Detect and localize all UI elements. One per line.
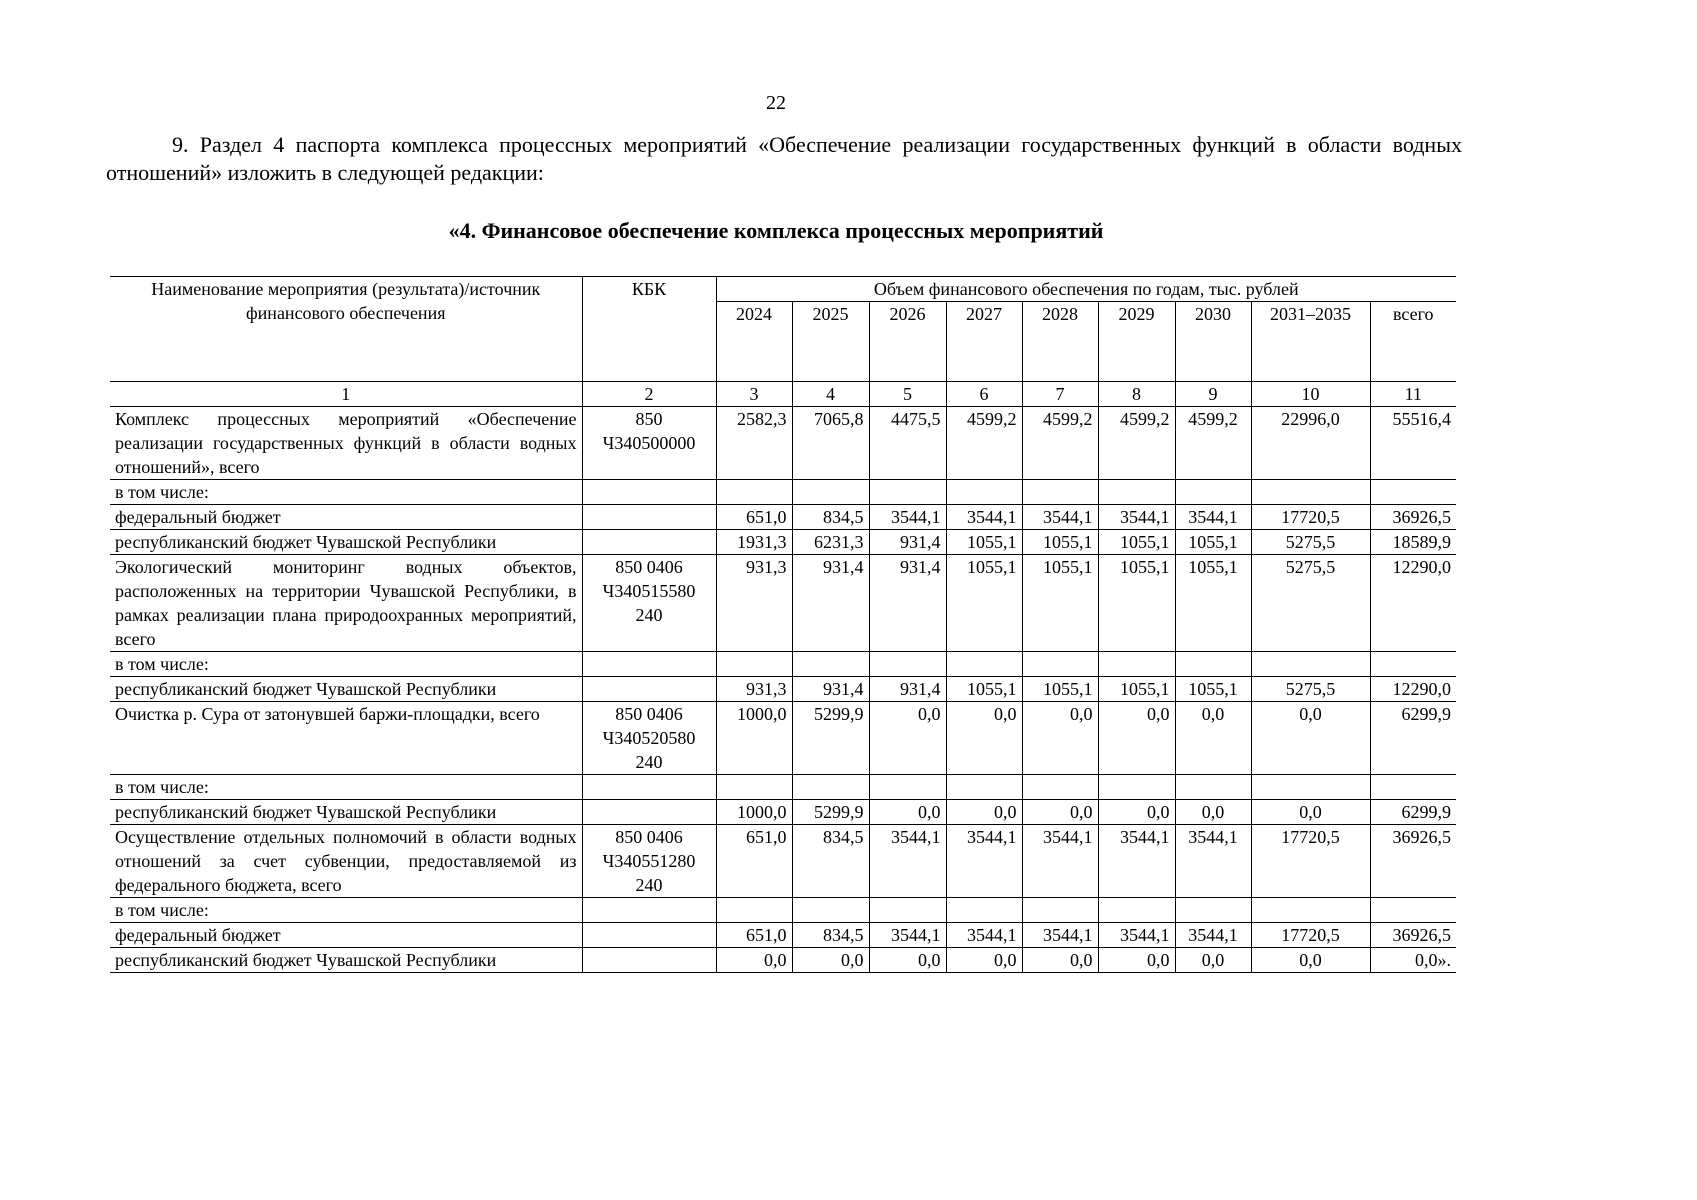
- table-row: [110, 948, 1456, 973]
- header-year: 2028: [1022, 302, 1098, 382]
- row-value: 17720,5: [1251, 825, 1370, 898]
- header-year: 2029: [1098, 302, 1175, 382]
- header-year: 2025: [792, 302, 869, 382]
- row-value: 7065,8: [792, 407, 869, 480]
- row-value: [792, 898, 869, 923]
- column-number: 10: [1251, 382, 1370, 407]
- table-body: [110, 277, 1456, 973]
- row-value: 3544,1: [869, 923, 946, 948]
- row-value: 0,0: [716, 948, 792, 973]
- column-number: 6: [946, 382, 1022, 407]
- row-value: [1251, 480, 1370, 505]
- row-value: [1370, 775, 1456, 800]
- row-value: 36926,5: [1370, 505, 1456, 530]
- row-value: [1022, 652, 1098, 677]
- row-value: 0,0: [1175, 702, 1251, 775]
- row-value: 1055,1: [1098, 555, 1175, 652]
- column-number: 11: [1370, 382, 1456, 407]
- row-value: 0,0: [869, 800, 946, 825]
- row-value: [1251, 652, 1370, 677]
- row-value: 0,0: [1098, 702, 1175, 775]
- table-row: [110, 555, 1456, 652]
- row-value: 22996,0: [1251, 407, 1370, 480]
- row-name: Экологический мониторинг водных объектов, расположенных на территории Чувашской Республики, в рамках реализации плана природоохранных мероприятий, всего: [110, 555, 582, 652]
- table-row: [110, 923, 1456, 948]
- row-kbk: 850 0406 Ч340520580 240: [582, 702, 716, 775]
- row-value: 0,0: [1251, 702, 1370, 775]
- column-number: 8: [1098, 382, 1175, 407]
- row-value: 6299,9: [1370, 800, 1456, 825]
- row-kbk: [582, 923, 716, 948]
- row-value: 5275,5: [1251, 555, 1370, 652]
- row-name: в том числе:: [110, 775, 582, 800]
- row-name: республиканский бюджет Чувашской Республики: [110, 800, 582, 825]
- row-value: 1000,0: [716, 702, 792, 775]
- row-value: 1055,1: [1098, 530, 1175, 555]
- section-title: «4. Финансовое обеспечение комплекса процессных мероприятий: [448, 218, 1104, 243]
- row-value: 5275,5: [1251, 677, 1370, 702]
- row-kbk: [582, 652, 716, 677]
- row-value: [792, 775, 869, 800]
- table-row: [110, 530, 1456, 555]
- row-value: 0,0: [1098, 800, 1175, 825]
- header-year: всего: [1370, 302, 1456, 382]
- table-row: [110, 677, 1456, 702]
- row-value: 931,4: [869, 530, 946, 555]
- column-numbers-row: [110, 382, 1456, 407]
- row-value: [1098, 652, 1175, 677]
- row-value: 3544,1: [946, 825, 1022, 898]
- row-value: 4599,2: [1022, 407, 1098, 480]
- row-value: [1022, 898, 1098, 923]
- row-value: 1055,1: [1022, 530, 1098, 555]
- financing-table: [110, 276, 1456, 973]
- row-value: 6231,3: [792, 530, 869, 555]
- row-value: 0,0: [1251, 948, 1370, 973]
- row-value: 36926,5: [1370, 923, 1456, 948]
- row-value: 0,0: [1022, 948, 1098, 973]
- row-value: [716, 480, 792, 505]
- row-value: 834,5: [792, 505, 869, 530]
- row-value: [946, 898, 1022, 923]
- row-value: 3544,1: [1175, 825, 1251, 898]
- row-value: 0,0: [869, 702, 946, 775]
- page-number: 22: [766, 92, 786, 114]
- row-value: [869, 775, 946, 800]
- row-value: [1251, 775, 1370, 800]
- table-row: [110, 505, 1456, 530]
- row-value: [1175, 480, 1251, 505]
- column-number: 3: [716, 382, 792, 407]
- row-value: 4475,5: [869, 407, 946, 480]
- header-name: Наименование мероприятия (результата)/источник финансового обеспечения: [110, 277, 582, 382]
- row-value: 17720,5: [1251, 923, 1370, 948]
- row-value: 12290,0: [1370, 555, 1456, 652]
- row-value: [1175, 775, 1251, 800]
- row-value: [716, 898, 792, 923]
- row-value: 1055,1: [1175, 530, 1251, 555]
- row-value: [716, 775, 792, 800]
- table-row: [110, 480, 1456, 505]
- row-value: [1175, 898, 1251, 923]
- row-value: 931,4: [792, 677, 869, 702]
- row-value: [1098, 480, 1175, 505]
- table-row: [110, 800, 1456, 825]
- row-name: Комплекс процессных мероприятий «Обеспечение реализации государственных функций в области водных отношений», всего: [110, 407, 582, 480]
- header-row: [110, 277, 1456, 302]
- row-value: [792, 480, 869, 505]
- row-value: [1251, 898, 1370, 923]
- row-kbk: 850 0406 Ч340551280 240: [582, 825, 716, 898]
- row-value: 3544,1: [1098, 825, 1175, 898]
- row-value: [1370, 898, 1456, 923]
- row-value: 18589,9: [1370, 530, 1456, 555]
- row-value: 931,4: [792, 555, 869, 652]
- column-number: 4: [792, 382, 869, 407]
- row-value: 36926,5: [1370, 825, 1456, 898]
- row-value: [1098, 775, 1175, 800]
- table-row: [110, 775, 1456, 800]
- row-name: в том числе:: [110, 652, 582, 677]
- row-value: 834,5: [792, 825, 869, 898]
- row-value: 0,0: [1175, 948, 1251, 973]
- row-kbk: 850 0406 Ч340515580 240: [582, 555, 716, 652]
- column-number: 7: [1022, 382, 1098, 407]
- row-name: республиканский бюджет Чувашской Республики: [110, 948, 582, 973]
- row-value: [1370, 480, 1456, 505]
- column-number: 5: [869, 382, 946, 407]
- row-value: 931,3: [716, 555, 792, 652]
- row-value: 931,3: [716, 677, 792, 702]
- table-row: [110, 825, 1456, 898]
- row-value: [946, 652, 1022, 677]
- row-value: 1055,1: [946, 530, 1022, 555]
- row-value: 0,0: [869, 948, 946, 973]
- header-year: 2026: [869, 302, 946, 382]
- row-value: 5275,5: [1251, 530, 1370, 555]
- table-row: [110, 702, 1456, 775]
- row-value: 0,0».: [1370, 948, 1456, 973]
- row-value: 651,0: [716, 505, 792, 530]
- row-value: [946, 480, 1022, 505]
- row-value: 1055,1: [946, 677, 1022, 702]
- row-name: в том числе:: [110, 480, 582, 505]
- row-kbk: [582, 505, 716, 530]
- column-number: 2: [582, 382, 716, 407]
- row-value: [946, 775, 1022, 800]
- row-value: 1055,1: [1022, 555, 1098, 652]
- row-kbk: 850 Ч340500000: [582, 407, 716, 480]
- row-value: [1175, 652, 1251, 677]
- row-value: [1022, 775, 1098, 800]
- row-value: [1098, 898, 1175, 923]
- row-value: 0,0: [1022, 702, 1098, 775]
- header-year: 2027: [946, 302, 1022, 382]
- row-value: 4599,2: [1098, 407, 1175, 480]
- row-value: 5299,9: [792, 800, 869, 825]
- row-value: 1000,0: [716, 800, 792, 825]
- table-row: [110, 898, 1456, 923]
- row-value: 651,0: [716, 825, 792, 898]
- row-value: [869, 652, 946, 677]
- column-number: 1: [110, 382, 582, 407]
- row-value: 3544,1: [1098, 923, 1175, 948]
- row-value: 931,4: [869, 555, 946, 652]
- row-value: 0,0: [1022, 800, 1098, 825]
- row-value: 1055,1: [946, 555, 1022, 652]
- row-value: [1022, 480, 1098, 505]
- row-value: 12290,0: [1370, 677, 1456, 702]
- row-value: 0,0: [946, 800, 1022, 825]
- row-value: 0,0: [1098, 948, 1175, 973]
- row-value: 55516,4: [1370, 407, 1456, 480]
- row-value: [1370, 652, 1456, 677]
- row-kbk: [582, 480, 716, 505]
- row-value: 3544,1: [869, 825, 946, 898]
- row-value: 3544,1: [946, 923, 1022, 948]
- row-value: 0,0: [946, 948, 1022, 973]
- row-value: 3544,1: [1098, 505, 1175, 530]
- row-value: 3544,1: [869, 505, 946, 530]
- row-value: 3544,1: [1175, 505, 1251, 530]
- row-value: 834,5: [792, 923, 869, 948]
- row-value: 5299,9: [792, 702, 869, 775]
- header-year: 2024: [716, 302, 792, 382]
- row-value: 1055,1: [1098, 677, 1175, 702]
- intro-paragraph: 9. Раздел 4 паспорта комплекса процессных мероприятий «Обеспечение реализации государственных функций в области водных отношений» изложить в следующей редакции:: [106, 132, 1462, 185]
- row-value: 4599,2: [946, 407, 1022, 480]
- row-name: федеральный бюджет: [110, 505, 582, 530]
- table-row: [110, 652, 1456, 677]
- row-value: 1931,3: [716, 530, 792, 555]
- row-value: 1055,1: [1022, 677, 1098, 702]
- row-name: республиканский бюджет Чувашской Республики: [110, 530, 582, 555]
- row-kbk: [582, 775, 716, 800]
- row-kbk: [582, 530, 716, 555]
- row-value: 1055,1: [1175, 677, 1251, 702]
- row-value: 0,0: [1175, 800, 1251, 825]
- row-value: 4599,2: [1175, 407, 1251, 480]
- row-value: 3544,1: [1022, 505, 1098, 530]
- row-name: Осуществление отдельных полномочий в области водных отношений за счет субвенции, предоставляемой из федерального бюджета, всего: [110, 825, 582, 898]
- row-kbk: [582, 677, 716, 702]
- row-value: [716, 652, 792, 677]
- row-value: 0,0: [1251, 800, 1370, 825]
- row-value: 3544,1: [1022, 825, 1098, 898]
- table-row: [110, 407, 1456, 480]
- row-name: Очистка р. Сура от затонувшей баржи-площадки, всего: [110, 702, 582, 775]
- header-kbk: КБК: [582, 277, 716, 382]
- row-value: 0,0: [946, 702, 1022, 775]
- header-year: 2030: [1175, 302, 1251, 382]
- row-kbk: [582, 898, 716, 923]
- row-value: [869, 898, 946, 923]
- row-value: [869, 480, 946, 505]
- row-value: [792, 652, 869, 677]
- row-name: республиканский бюджет Чувашской Республики: [110, 677, 582, 702]
- row-value: 6299,9: [1370, 702, 1456, 775]
- row-value: 3544,1: [946, 505, 1022, 530]
- row-value: 931,4: [869, 677, 946, 702]
- row-value: 17720,5: [1251, 505, 1370, 530]
- header-year: 2031–2035: [1251, 302, 1370, 382]
- row-value: 3544,1: [1175, 923, 1251, 948]
- row-value: 1055,1: [1175, 555, 1251, 652]
- header-volume: Объем финансового обеспечения по годам, тыс. рублей: [716, 277, 1456, 302]
- row-value: 3544,1: [1022, 923, 1098, 948]
- column-number: 9: [1175, 382, 1251, 407]
- row-value: 2582,3: [716, 407, 792, 480]
- row-kbk: [582, 800, 716, 825]
- row-name: в том числе:: [110, 898, 582, 923]
- row-value: 0,0: [792, 948, 869, 973]
- row-kbk: [582, 948, 716, 973]
- row-name: федеральный бюджет: [110, 923, 582, 948]
- row-value: 651,0: [716, 923, 792, 948]
